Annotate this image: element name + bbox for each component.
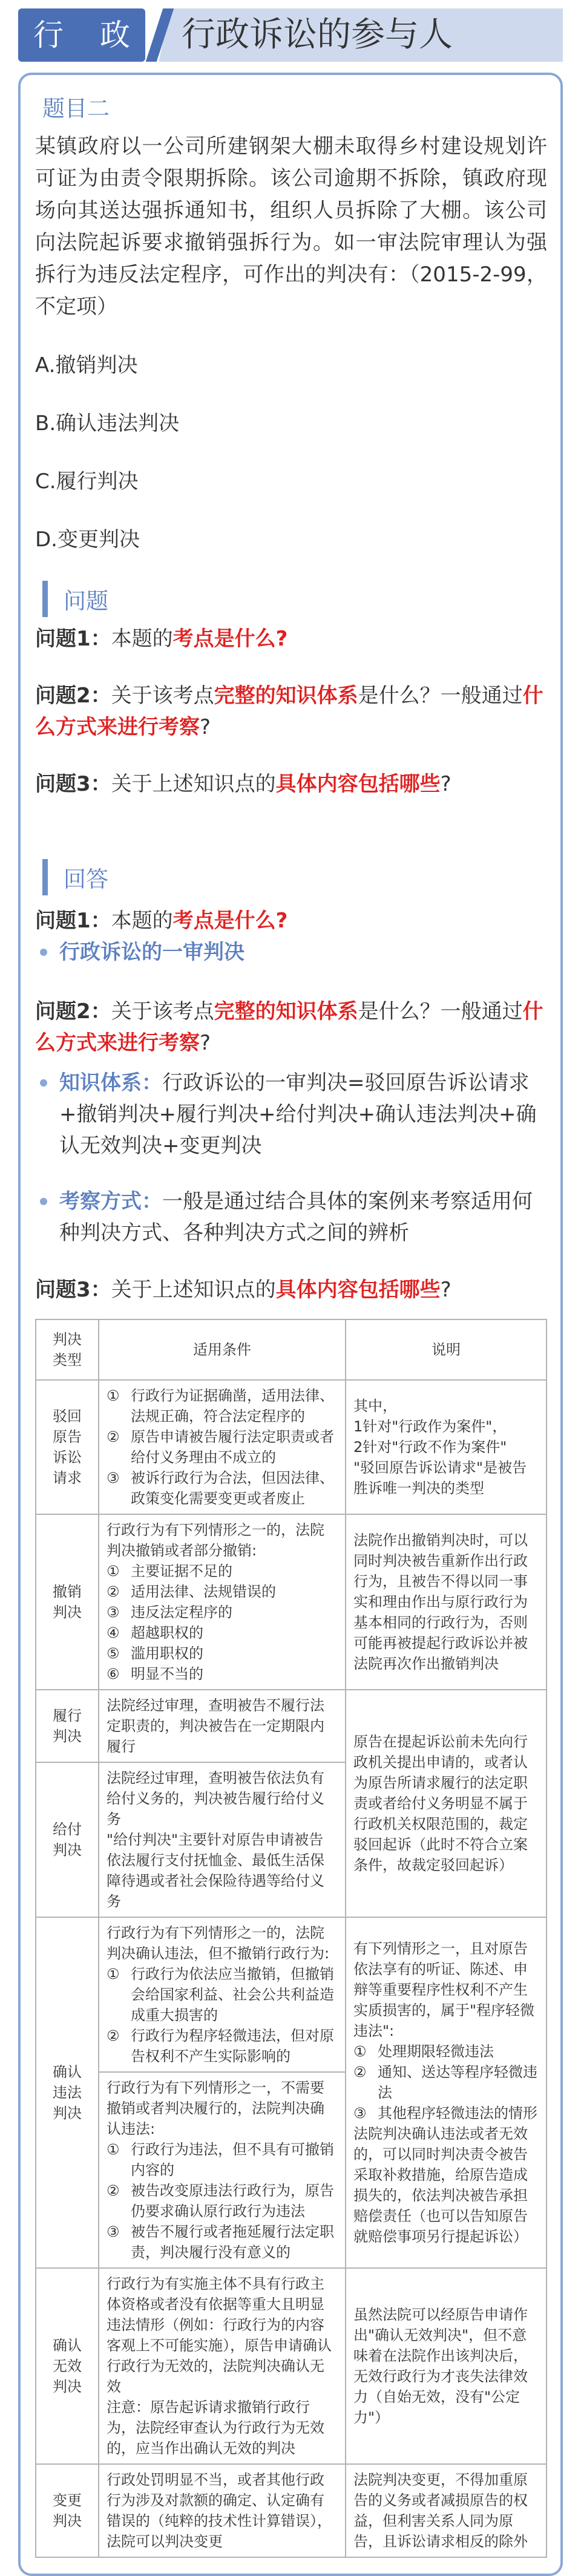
table-row-bohui (36, 1380, 547, 1514)
item-text: 被诉行政行为合法，但因法律、政策变化需要变更或者废止 (131, 1469, 334, 1507)
item-text: 明显不当的 (131, 1666, 203, 1682)
item-text: 被告改变原违法行政行为，原告仍要求确认原行政行为违法 (131, 2182, 334, 2220)
content-card (18, 73, 563, 2576)
type-queren: 确认 违法 判决 (36, 1917, 99, 2268)
item-text: 适用法律、法规错误的 (131, 1583, 276, 1600)
heading-bar (42, 859, 48, 895)
answer-q1 (35, 905, 547, 937)
item-text: 行政行为程序轻微违法，但对原告权利不产生实际影响的 (131, 2027, 334, 2065)
note-lvxing-geifu: 原告在提起诉讼前未先向行政机关提出申请的，或者认为原告所请求履行的法定职责或者给付义务明显不属于行政机关权限范围的，裁定驳回起诉（此时不符合立案条件，故裁定驳回起诉） (346, 1690, 547, 1917)
type-geifu: 给付 判决 (36, 1762, 99, 1917)
answer-heading-label: 回答 (64, 866, 108, 892)
cond-lvxing: 法院经过审理，查明被告不履行法定职责的，判决被告在一定期限内履行 (99, 1690, 346, 1762)
a-q2-text2: 是什么？一般通过 (358, 999, 523, 1024)
option-c: C.履行判决 (35, 469, 139, 494)
list-item (107, 1385, 338, 1427)
q2-highlight2: 什么方式来进行考察 (35, 684, 543, 739)
list-item (107, 2180, 338, 2221)
note-bohui (346, 1380, 547, 1514)
wenti-q1 (35, 623, 547, 655)
table-header-row (36, 1319, 547, 1380)
list-item (107, 1561, 338, 1581)
item-num: ④ (107, 1624, 120, 1641)
wenti-heading-label: 问题 (64, 588, 108, 614)
table-row-chexiao (36, 1514, 547, 1690)
exam-method-label: 考察方式： (59, 1189, 162, 1214)
answer-q2 (35, 996, 547, 1059)
note-intro: 有下列情形之一，且对原告依法享有的听证、陈述、申辩等重要程序性权利不产生实质损害的，属于"程序轻微违法": (353, 1940, 535, 2039)
list-item (107, 1427, 338, 1468)
option-b: B.确认违法判决 (35, 411, 180, 436)
answer-2b (35, 1186, 547, 1249)
type-biangeng: 变更 判决 (36, 2464, 99, 2557)
a-q3-prefix: 问题3： (35, 1278, 111, 1302)
question-heading-label: 题目二 (42, 96, 110, 122)
note-line: 其中， (353, 1398, 397, 1414)
q2-prefix: 问题2： (35, 684, 111, 708)
a-q3-text1: 关于上述知识点的 (111, 1278, 276, 1302)
a-q2-highlight2: 什么方式来进行考察 (35, 999, 543, 1055)
cond-line: 法院经过审理，查明被告依法负有给付义务的，判决被告履行给付义务 (107, 1770, 324, 1828)
wenti-q3 (35, 768, 547, 800)
item-text: 行政行为违法，但不具有可撤销内容的 (131, 2141, 334, 2179)
item-num: ③ (107, 1604, 120, 1621)
item-text: 其他程序轻微违法的情形 (378, 2105, 537, 2122)
bullet-dot (40, 949, 47, 956)
option-a: A.撤销判决 (35, 353, 138, 378)
item-num: ② (107, 2027, 120, 2044)
item-text: 被告不履行或者拖延履行法定职责，判决履行没有意义的 (131, 2223, 334, 2261)
item-num: ③ (107, 1469, 120, 1486)
a-q1-text: 本题的 (111, 909, 173, 933)
q2-text3: ? (200, 715, 211, 739)
bullet-dot (40, 1198, 47, 1205)
q2-highlight1: 完整的知识体系 (214, 684, 358, 708)
note-tail: 法院判决确认违法或者无效的，可以同时判决责令被告采取补救措施，给原告造成损失的，依法判决被告承担赔偿责任（也可以告知原告就赔偿事项另行提起诉讼） (353, 2125, 528, 2245)
item-text: 处理期限轻微违法 (378, 2043, 494, 2060)
answer-heading (42, 858, 547, 897)
header-condition: 适用条件 (99, 1319, 346, 1380)
q2-text1: 关于该考点 (111, 684, 214, 708)
q3-prefix: 问题3： (35, 772, 111, 796)
table-row-queren-a (36, 1917, 547, 2072)
cond-intro: 行政行为有下列情形之一，不需要撤销或者判决履行的，法院判决确认违法: (107, 2079, 324, 2137)
a-q2-highlight1: 完整的知识体系 (214, 999, 358, 1024)
list-item (107, 2139, 338, 2180)
note-wuxiao: 虽然法院可以经原告申请作出"确认无效判决"，但不意味着在法院作出该判决后，无效行政行为才丧失法律效力（自始无效，没有"公定力"） (346, 2268, 547, 2464)
q1-text: 本题的 (111, 627, 173, 651)
item-text: 原告申请被告履行法定职责或者给付义务理由不成立的 (131, 1428, 334, 1466)
list-item (107, 1664, 338, 1684)
item-text: 违反法定程序的 (131, 1604, 232, 1621)
wenti-q2 (35, 680, 547, 743)
answer-2a (35, 1067, 547, 1162)
table-row-wuxiao (36, 2268, 547, 2464)
item-num: ② (107, 1428, 120, 1445)
answer-q3 (35, 1274, 547, 1306)
q3-text1: 关于上述知识点的 (111, 772, 276, 796)
list-item (107, 1581, 338, 1602)
item-num: ② (353, 2064, 367, 2081)
a-q2-prefix: 问题2： (35, 999, 111, 1024)
list-item (353, 2041, 539, 2062)
cond-line: 行政行为有实施主体不具有行政主体资格或者没有依据等重大且明显违法情形（例如：行政行为的内容客观上不可能实施），原告申请确认行政行为无效的，法院判决确认无效 (107, 2275, 332, 2395)
category-tag: 行 政 (18, 8, 145, 62)
cond-geifu (99, 1762, 346, 1917)
q1-highlight: 考点是什么? (172, 627, 288, 651)
item-num: ③ (353, 2105, 367, 2122)
item-text: 通知、送达等程序轻微违法 (378, 2064, 537, 2101)
item-text: 主要证据不足的 (131, 1563, 232, 1580)
a-q3-text2: ? (440, 1278, 451, 1302)
cond-biangeng: 行政处罚明显不当，或者其他行政行为涉及对款额的确定、认定确有错误的（纯粹的技术性计算错误），法院可以判决变更 (99, 2464, 346, 2557)
question-text: 某镇政府以一公司所建钢架大棚未取得乡村建设规划许可证为由责令限期拆除。该公司逾期不拆除，镇政府现场向其送达强拆通知书，组织人员拆除了大棚。该公司向法院起诉要求撤销强拆行为。如一审法院审理认为强拆行为违反法定程序，可作出的判决有：（2015-2-99，不定项） (35, 134, 547, 319)
type-wuxiao: 确认 无效 判决 (36, 2268, 99, 2464)
note-line: "驳回原告诉讼请求"是被告胜诉唯一判决的类型 (353, 1459, 527, 1497)
list-item (353, 2062, 539, 2103)
answer-1-text: 行政诉讼的一审判决 (59, 940, 245, 964)
item-num: ① (353, 2043, 367, 2060)
q3-text2: ? (440, 772, 451, 796)
question-heading (42, 87, 547, 126)
page-title: 行政诉讼的参与人 (182, 15, 453, 54)
cond-queren-a (99, 1917, 346, 2072)
table-row-biangeng (36, 2464, 547, 2557)
list-item (107, 2221, 338, 2263)
heading-bar (42, 581, 48, 617)
a-q1-prefix: 问题1： (35, 909, 111, 933)
a-q2-text3: ? (200, 1031, 211, 1055)
item-text: 行政行为证据确凿，适用法律、法规正确，符合法定程序的 (131, 1387, 334, 1425)
list-item (107, 1602, 338, 1623)
type-lvxing: 履行 判决 (36, 1690, 99, 1762)
wenti-heading (42, 580, 547, 618)
list-item (353, 2103, 539, 2123)
cond-bohui (99, 1380, 346, 1514)
a-q2-text1: 关于该考点 (111, 999, 214, 1024)
list-item (107, 1643, 338, 1664)
cond-line: 注意：原告起诉请求撤销行政行为，法院经审查认为行政行为无效的，应当作出确认无效的判决 (107, 2399, 324, 2457)
cond-intro: 行政行为有下列情形之一的，法院判决确认违法，但不撤销行政行为: (107, 1924, 330, 1962)
answer-1 (35, 937, 547, 968)
table-row-lvxing (36, 1690, 547, 1762)
knowledge-system-label: 知识体系： (59, 1071, 162, 1095)
item-text: 超越职权的 (131, 1624, 203, 1641)
list-item (107, 1468, 338, 1509)
item-text: 滥用职权的 (131, 1645, 203, 1662)
item-num: ② (107, 2182, 120, 2199)
exam-method-text: 一般是通过结合具体的案例来考察适用何种判决方式、各种判决方式之间的辨析 (59, 1189, 533, 1245)
item-num: ② (107, 1583, 120, 1600)
item-num: ⑥ (107, 1666, 120, 1682)
cond-wuxiao (99, 2268, 346, 2464)
option-d: D.变更判决 (35, 528, 140, 552)
item-num: ⑤ (107, 1645, 120, 1662)
cond-line: "给付判决"主要针对原告申请被告依法履行支付抚恤金、最低生活保障待遇或者社会保险待遇等给付义务 (107, 1831, 324, 1910)
item-num: ① (107, 1387, 120, 1404)
cond-intro: 行政行为有下列情形之一的，法院判决撤销或者部分撤销: (107, 1522, 324, 1559)
a-q3-highlight: 具体内容包括哪些 (275, 1278, 441, 1302)
note-line: 1针对"行政作为案件"， (353, 1418, 507, 1435)
note-biangeng: 法院判决变更，不得加重原告的义务或者减损原告的权益，但利害关系人同为原告，且诉讼请求相反的除外 (346, 2464, 547, 2557)
q2-text2: 是什么？一般通过 (358, 684, 523, 708)
cond-chexiao (99, 1514, 346, 1690)
page-header (0, 0, 581, 73)
a-q1-highlight: 考点是什么? (172, 909, 288, 933)
list-item (107, 1964, 338, 2025)
note-chexiao: 法院作出撤销判决时，可以同时判决被告重新作出行政行为，且被告不得以同一事实和理由作出与原行政行为基本相同的行政行为，否则可能再被提起行政诉讼并被法院再次作出撤销判决 (346, 1514, 547, 1690)
note-line: 2针对"行政不作为案件" (353, 1439, 507, 1456)
list-item (107, 1623, 338, 1643)
type-chexiao: 撤销 判决 (36, 1514, 99, 1690)
bullet-dot (40, 1079, 47, 1087)
cond-queren-b (99, 2072, 346, 2268)
item-num: ① (107, 1966, 120, 1983)
q1-prefix: 问题1： (35, 627, 111, 651)
header-note: 说明 (346, 1319, 547, 1380)
note-queren (346, 1917, 547, 2268)
item-num: ① (107, 1563, 120, 1580)
list-item (107, 2025, 338, 2067)
q3-highlight: 具体内容包括哪些 (275, 772, 441, 796)
knowledge-system-text: 行政诉讼的一审判决=驳回原告诉讼请求+撤销判决+履行判决+给付判决+确认违法判决+确认无效判决+变更判决 (59, 1071, 537, 1158)
item-num: ③ (107, 2223, 120, 2240)
item-num: ① (107, 2141, 120, 2158)
item-text: 行政行为依法应当撤销，但撤销会给国家利益、社会公共利益造成重大损害的 (131, 1966, 334, 2024)
judgment-table (35, 1319, 547, 2558)
header-type: 判决 类型 (36, 1319, 99, 1380)
type-bohui: 驳回 原告 诉讼 请求 (36, 1380, 99, 1514)
